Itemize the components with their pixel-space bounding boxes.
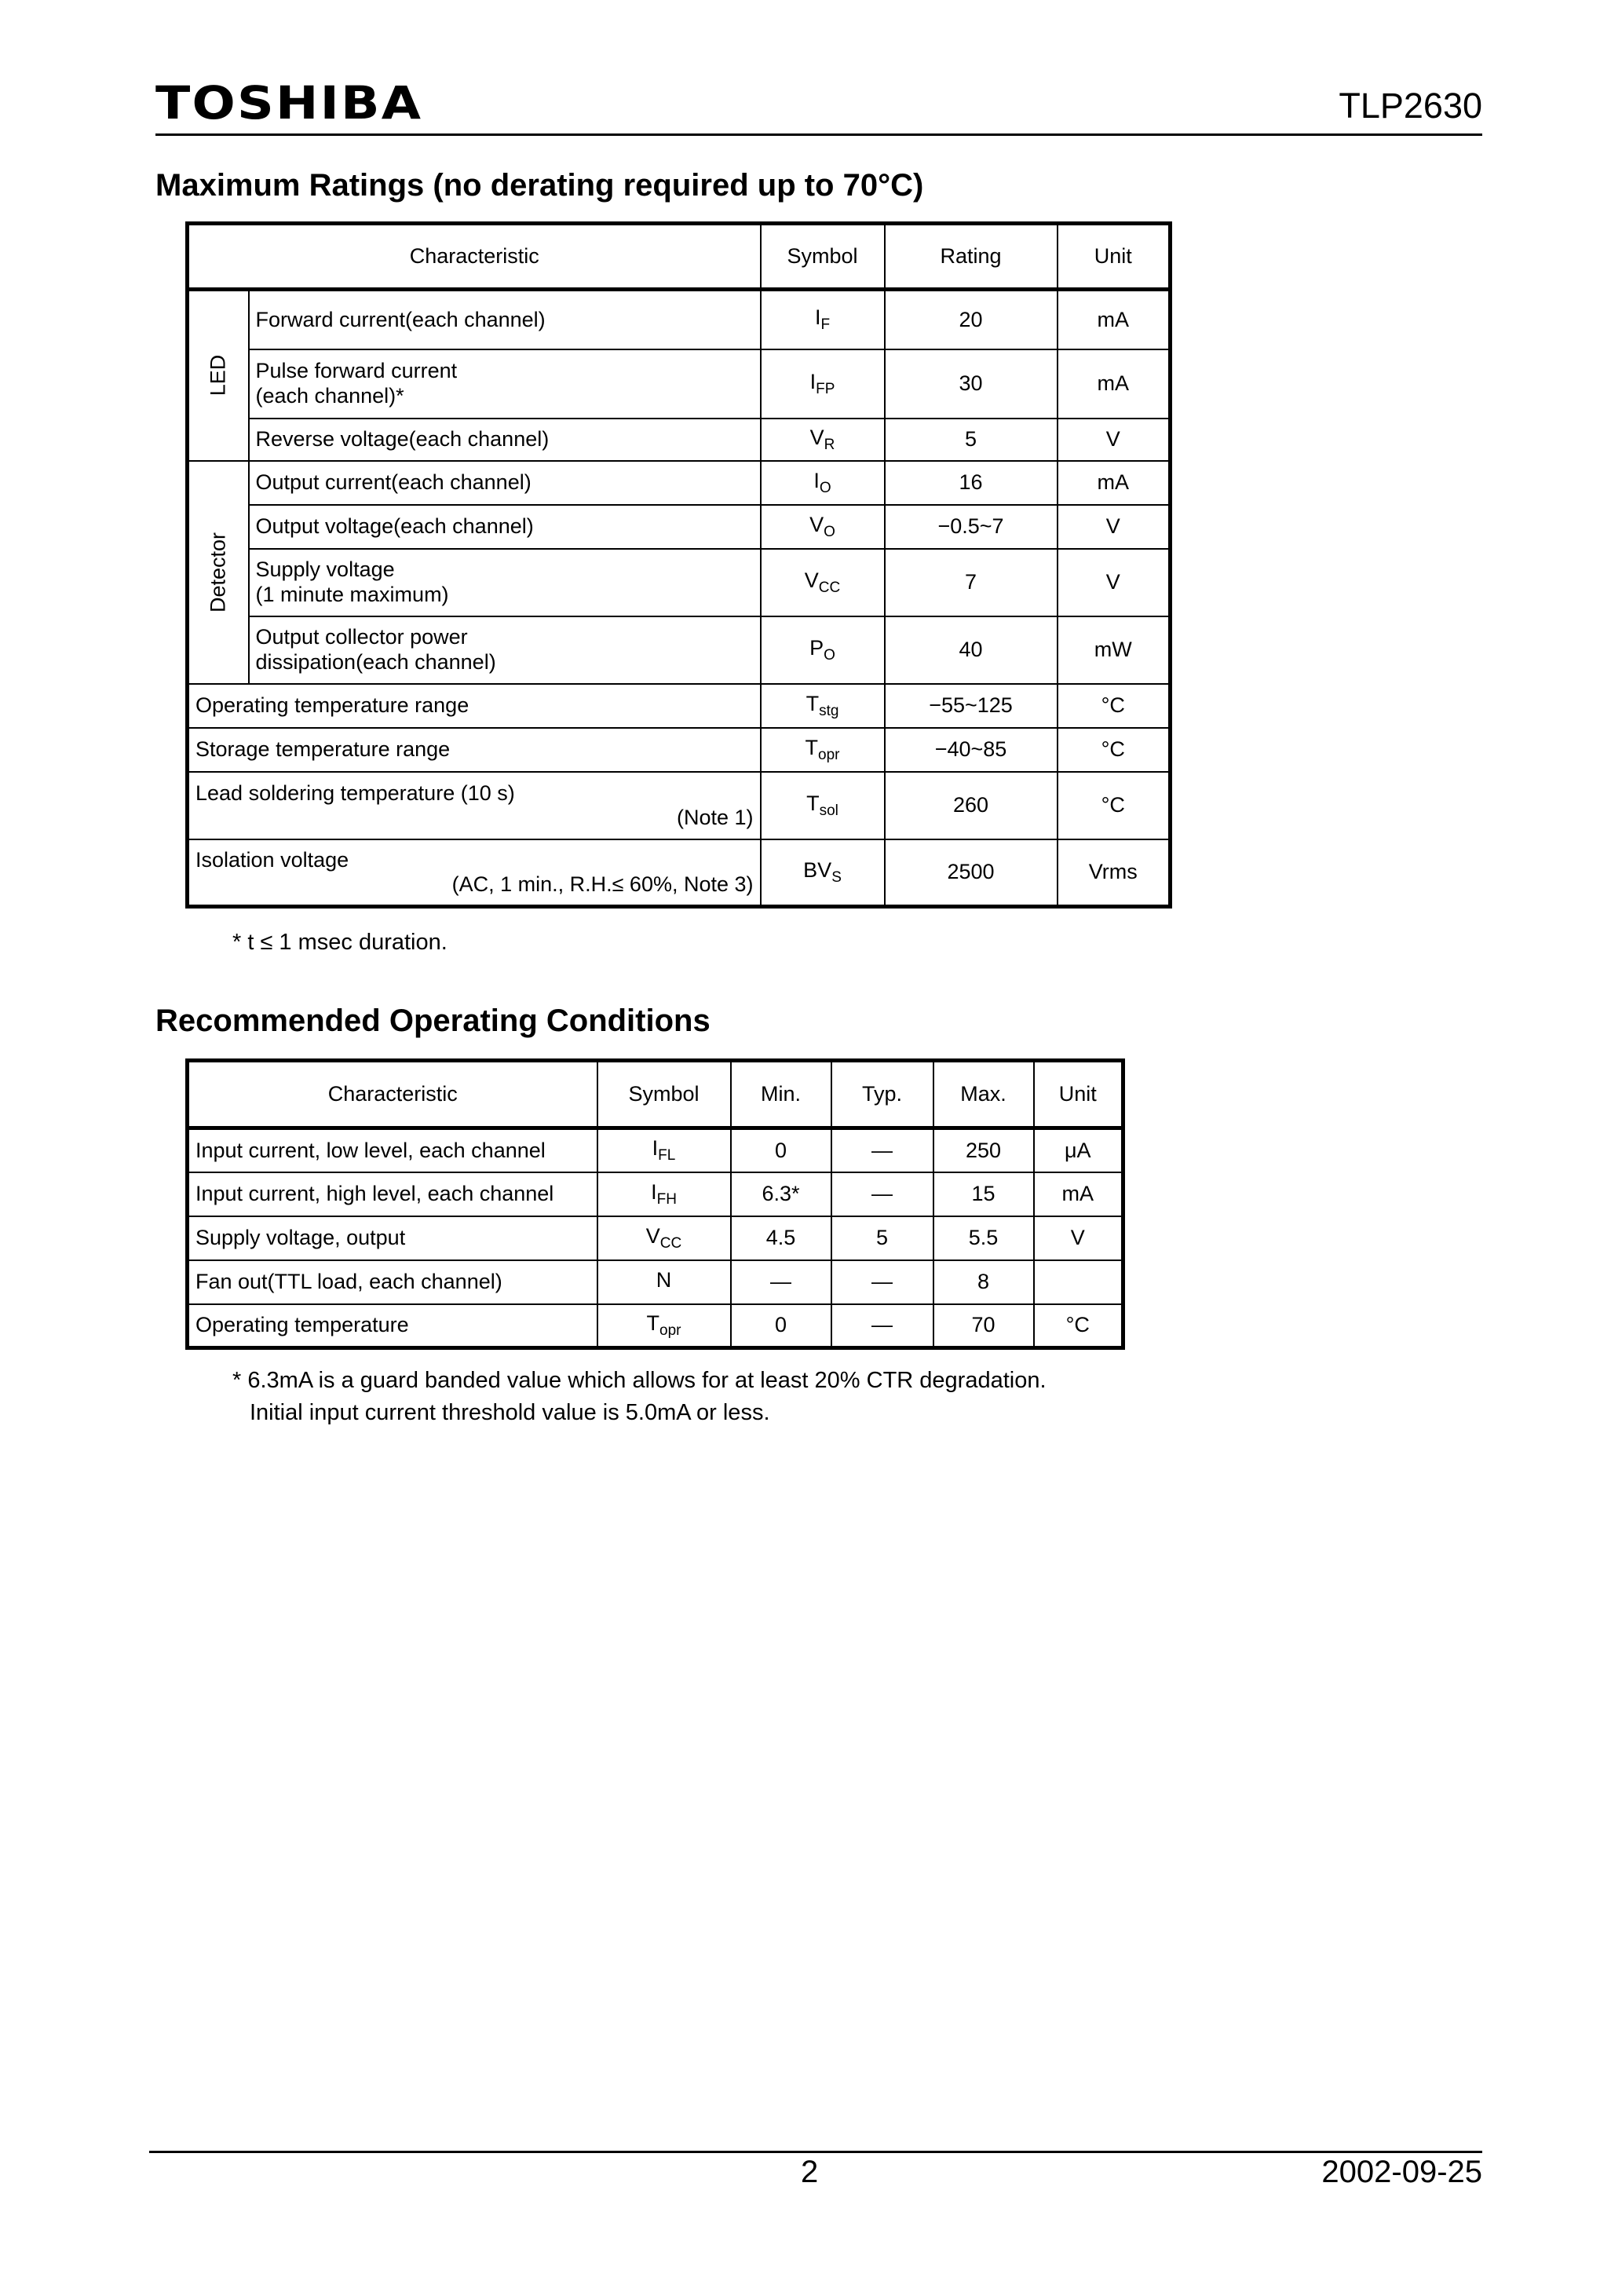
- unit-cell: mW: [1058, 616, 1171, 684]
- characteristic-cell: Lead soldering temperature (10 s) (Note 1): [188, 772, 761, 839]
- rating-cell: 20: [885, 290, 1058, 349]
- unit-cell: °C: [1034, 1304, 1123, 1348]
- symbol-cell: $V_R$: [761, 419, 885, 461]
- group-detector: [188, 461, 249, 684]
- column-header: Symbol: [761, 224, 885, 290]
- characteristic-cell: Reverse voltage(each channel): [249, 419, 761, 461]
- symbol-cell: $V_O$: [761, 505, 885, 549]
- rating-cell: 5: [885, 419, 1058, 461]
- rating-cell: −55~125: [885, 684, 1058, 728]
- unit-cell: mA: [1058, 349, 1171, 419]
- rating-cell: −40~85: [885, 728, 1058, 772]
- max-cell: 5.5: [933, 1216, 1034, 1260]
- column-header: Min.: [731, 1061, 831, 1128]
- table-row: [188, 1172, 1123, 1216]
- unit-cell: [1034, 1260, 1123, 1304]
- characteristic-cell: Output current(each channel): [249, 461, 761, 505]
- table-row: [188, 419, 1171, 461]
- unit-cell: V: [1034, 1216, 1123, 1260]
- unit-cell: V: [1058, 549, 1171, 616]
- symbol-cell: $V_{CC}$: [761, 549, 885, 616]
- typ-cell: 5: [831, 1216, 933, 1260]
- table-row: [188, 684, 1171, 728]
- unit-cell: mA: [1058, 290, 1171, 349]
- table-row: [188, 728, 1171, 772]
- group-label: Detector: [206, 532, 230, 612]
- characteristic-cell: Fan out(TTL load, each channel): [188, 1260, 597, 1304]
- min-cell: 0: [731, 1128, 831, 1172]
- column-header: Unit: [1058, 224, 1171, 290]
- rating-cell: 40: [885, 616, 1058, 684]
- column-header: Characteristic: [188, 224, 761, 290]
- table-row: [188, 616, 1171, 684]
- table-row: [188, 1128, 1123, 1172]
- group-label: LED: [206, 354, 230, 397]
- symbol-cell: $P_O$: [761, 616, 885, 684]
- characteristic-cell: Operating temperature range: [188, 684, 761, 728]
- rec-conditions-title: Recommended Operating Conditions: [155, 1004, 711, 1038]
- rating-cell: 2500: [885, 839, 1058, 907]
- characteristic-cell: Forward current(each channel): [249, 290, 761, 349]
- max-cell: 15: [933, 1172, 1034, 1216]
- symbol-cell: $I_F$: [761, 290, 885, 349]
- symbol-cell: $I_O$: [761, 461, 885, 505]
- max-ratings-title: Maximum Ratings (no derating required up to 70°C): [155, 168, 924, 203]
- column-header: Typ.: [831, 1061, 933, 1128]
- symbol-cell: $T_{stg}$: [761, 684, 885, 728]
- revision-date: 2002-09-25: [1321, 2155, 1482, 2189]
- unit-cell: V: [1058, 419, 1171, 461]
- rating-cell: 7: [885, 549, 1058, 616]
- symbol-cell: $T_{opr}$: [597, 1304, 731, 1348]
- company-logo: TOSHIBA: [155, 76, 423, 130]
- header-divider: [155, 133, 1482, 136]
- rating-cell: 30: [885, 349, 1058, 419]
- column-header: Characteristic: [188, 1061, 597, 1128]
- symbol-cell: $I_{FL}$: [597, 1128, 731, 1172]
- table-row: [188, 1304, 1123, 1348]
- table-row: [188, 349, 1171, 419]
- symbol-cell: $BV_S$: [761, 839, 885, 907]
- table-row: [188, 290, 1171, 349]
- typ-cell: —: [831, 1172, 933, 1216]
- footnote-line: Initial input current threshold value is 5.0mA or less.: [250, 1399, 770, 1425]
- unit-cell: mA: [1034, 1172, 1123, 1216]
- unit-cell: mA: [1058, 461, 1171, 505]
- rating-cell: 260: [885, 772, 1058, 839]
- table-row: [188, 505, 1171, 549]
- typ-cell: —: [831, 1260, 933, 1304]
- part-number: TLP2630: [1339, 86, 1482, 126]
- symbol-cell: $T_{opr}$: [761, 728, 885, 772]
- table-row: [188, 839, 1171, 907]
- unit-cell: V: [1058, 505, 1171, 549]
- characteristic-cell: Output voltage(each channel): [249, 505, 761, 549]
- max-ratings-footnote: * t ≤ 1 msec duration.: [232, 930, 448, 955]
- page-number: 2: [801, 2155, 819, 2189]
- table-header-row: [188, 1061, 1123, 1128]
- min-cell: 0: [731, 1304, 831, 1348]
- characteristic-cell: Operating temperature: [188, 1304, 597, 1348]
- group-led: [188, 290, 249, 461]
- characteristic-cell: Output collector power dissipation(each channel): [249, 616, 761, 684]
- typ-cell: —: [831, 1304, 933, 1348]
- characteristic-cell: Storage temperature range: [188, 728, 761, 772]
- table-row: [188, 1216, 1123, 1260]
- characteristic-cell: Pulse forward current (each channel)*: [249, 349, 761, 419]
- rating-cell: −0.5~7: [885, 505, 1058, 549]
- table-row: [188, 461, 1171, 505]
- min-cell: 4.5: [731, 1216, 831, 1260]
- unit-cell: °C: [1058, 684, 1171, 728]
- footnote-line: * 6.3mA is a guard banded value which allows for at least 20% CTR degradation.: [232, 1368, 1047, 1393]
- footer-divider: [149, 2151, 1482, 2153]
- unit-cell: °C: [1058, 728, 1171, 772]
- symbol-cell: $T_{sol}$: [761, 772, 885, 839]
- table-row: [188, 549, 1171, 616]
- unit-cell: μA: [1034, 1128, 1123, 1172]
- min-cell: 6.3*: [731, 1172, 831, 1216]
- characteristic-cell: Input current, low level, each channel: [188, 1128, 597, 1172]
- unit-cell: °C: [1058, 772, 1171, 839]
- table-header-row: [188, 224, 1171, 290]
- max-cell: 70: [933, 1304, 1034, 1348]
- characteristic-cell: Input current, high level, each channel: [188, 1172, 597, 1216]
- symbol-cell: $V_{CC}$: [597, 1216, 731, 1260]
- unit-cell: Vrms: [1058, 839, 1171, 907]
- column-header: Unit: [1034, 1061, 1123, 1128]
- characteristic-cell: Supply voltage (1 minute maximum): [249, 549, 761, 616]
- max-cell: 8: [933, 1260, 1034, 1304]
- rec-conditions-table: [185, 1058, 1125, 1350]
- characteristic-cell: Supply voltage, output: [188, 1216, 597, 1260]
- column-header: Max.: [933, 1061, 1034, 1128]
- column-header: Rating: [885, 224, 1058, 290]
- symbol-cell: N: [597, 1260, 731, 1304]
- rec-conditions-footnote: [232, 1365, 1047, 1428]
- min-cell: —: [731, 1260, 831, 1304]
- table-row: [188, 772, 1171, 839]
- characteristic-cell: Isolation voltage (AC, 1 min., R.H.≤ 60%, Note 3): [188, 839, 761, 907]
- symbol-cell: $I_{FP}$: [761, 349, 885, 419]
- column-header: Symbol: [597, 1061, 731, 1128]
- max-ratings-table: [185, 221, 1172, 909]
- symbol-cell: $I_{FH}$: [597, 1172, 731, 1216]
- table-row: [188, 1260, 1123, 1304]
- max-cell: 250: [933, 1128, 1034, 1172]
- rating-cell: 16: [885, 461, 1058, 505]
- typ-cell: —: [831, 1128, 933, 1172]
